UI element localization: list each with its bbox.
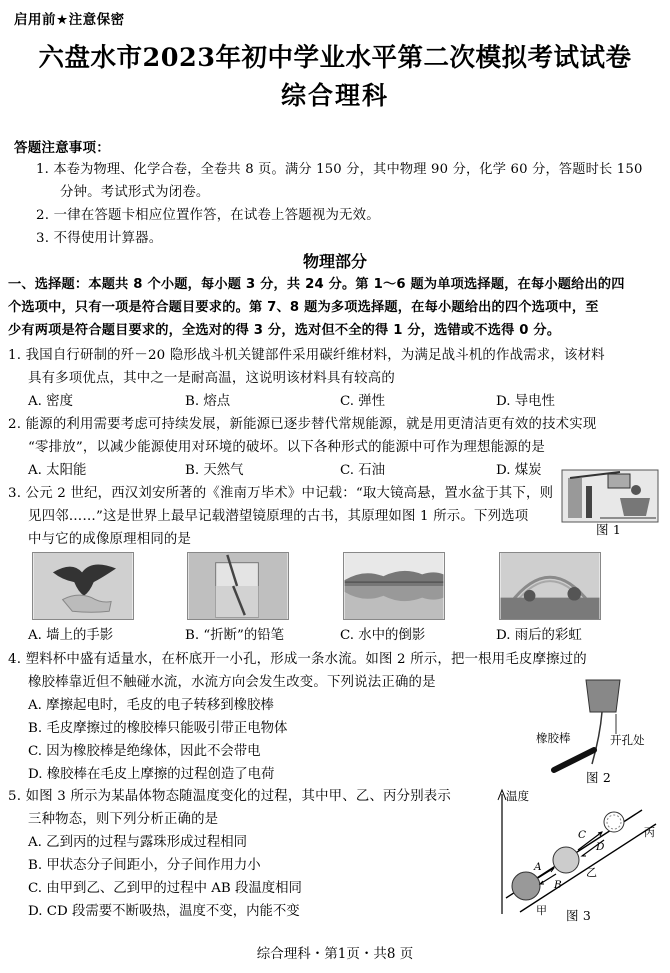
- q1-option-d[interactable]: D. 导电性: [496, 394, 555, 409]
- exam-title: 六盘水市2023年初中学业水平第二次模拟考试试卷: [38, 43, 632, 73]
- q5-stem-line2: 三种物态，则下列分析正确的是: [28, 812, 219, 827]
- figure-2-cup-and-rod: [532, 676, 658, 780]
- figure-3-point-d: D: [596, 841, 605, 853]
- q3-stem-line1: 3. 公元 2 世纪，西汉刘安所著的《淮南万毕术》中记载：“取大镜高悬，置水盆于其下，则: [8, 486, 554, 501]
- q2-stem-line1: 2. 能源的利用需要考虑可持续发展，新能源已逐步替代常规能源，就是用更清洁更有效的技术实现: [8, 417, 597, 432]
- q5-option-c[interactable]: C. 由甲到乙、乙到甲的过程中 AB 段温度相同: [28, 881, 302, 896]
- q3-option-c[interactable]: C. 水中的倒影: [340, 628, 426, 643]
- q4-option-d[interactable]: D. 橡胶棒在毛皮上摩擦的过程创造了电荷: [28, 767, 275, 782]
- part1-instructions-line1: 一、选择题：本题共 8 个小题，每小题 3 分，共 24 分。第 1～6 题为单项选择题，在每小题给出的四: [8, 277, 625, 292]
- hand-shadow-photo: [32, 552, 134, 620]
- figure-3-state-change-diagram: [494, 786, 662, 918]
- broken-pencil-photo: [187, 552, 289, 620]
- notice-item-1: 1. 本卷为物理、化学合卷，全卷共 8 页。满分 150 分，其中物理 90 分，化学 60 分，答题时长 150: [36, 162, 643, 177]
- q5-option-a[interactable]: A. 乙到丙的过程与露珠形成过程相同: [28, 835, 248, 850]
- figure-1-label: 图 1: [596, 522, 622, 537]
- q1-option-b[interactable]: B. 熔点: [185, 394, 231, 409]
- q1-stem-line2: 具有多项优点，其中之一是耐高温，这说明该材料具有较高的: [28, 371, 395, 386]
- figure-3-state-bing: 丙: [644, 826, 655, 839]
- q4-option-a[interactable]: A. 摩擦起电时，毛皮的电子转移到橡胶棒: [28, 698, 274, 713]
- q4-stem-line1: 4. 塑料杯中盛有适量水，在杯底开一小孔，形成一条水流。如图 2 所示，把一根用毛皮摩擦过的: [8, 652, 587, 667]
- rainbow-photo: [499, 552, 601, 620]
- q2-option-c[interactable]: C. 石油: [340, 463, 386, 478]
- q4-stem-line2: 橡胶棒靠近但不触碰水流，水流方向会发生改变。下列说法正确的是: [28, 675, 436, 690]
- q5-stem-line1: 5. 如图 3 所示为某晶体物态随温度变化的过程，其中甲、乙、丙分别表示: [8, 789, 451, 804]
- figure-2-label: 图 2: [586, 770, 612, 785]
- q1-option-c[interactable]: C. 弹性: [340, 394, 386, 409]
- notice-heading: 答题注意事项：: [14, 140, 110, 156]
- part1-instructions-line3: 少有两项是符合题目要求的，全选对的得 3 分，选对但不全的得 1 分，选错或不选得 0 分。: [8, 323, 561, 338]
- exam-subtitle: 综合理科: [280, 81, 389, 110]
- physics-section-title: 物理部分: [302, 252, 367, 271]
- figure-3-point-b: B: [554, 879, 562, 891]
- figure-3-point-a: A: [534, 861, 542, 873]
- q1-option-a[interactable]: A. 密度: [28, 394, 73, 409]
- q3-option-a[interactable]: A. 墙上的手影: [28, 628, 114, 643]
- q2-stem-line2: “零排放”，以减少能源使用对环境的破坏。以下各种形式的能源中可作为理想能源的是: [28, 440, 545, 455]
- water-reflection-photo: [343, 552, 445, 620]
- notice-item-2: 2. 一律在答题卡相应位置作答，在试卷上答题视为无效。: [36, 208, 380, 223]
- part1-instructions-line2: 个选项中，只有一项是符合题目要求的。第 7、8 题为多项选择题，在每小题给出的四个选项中，至: [8, 300, 599, 315]
- q5-option-b[interactable]: B. 甲状态分子间距小，分子间作用力小: [28, 858, 261, 873]
- q2-option-d[interactable]: D. 煤炭: [496, 463, 542, 478]
- q4-option-c[interactable]: C. 因为橡胶棒是绝缘体，因此不会带电: [28, 744, 261, 759]
- notice-item-3: 3. 不得使用计算器。: [36, 231, 163, 246]
- figure-3-state-yi: 乙: [586, 866, 597, 879]
- page-footer: 综合理科・第1页・共8 页: [256, 946, 414, 962]
- figure-3-point-c: C: [578, 829, 587, 841]
- figure-3-label: 图 3: [566, 908, 592, 923]
- figure-2-hole-label: 开孔处: [610, 733, 645, 747]
- q5-option-d[interactable]: D. CD 段需要不断吸热，温度不变，内能不变: [28, 904, 300, 919]
- q3-stem-line3: 中与它的成像原理相同的是: [28, 532, 192, 547]
- q4-option-b[interactable]: B. 毛皮摩擦过的橡胶棒只能吸引带正电物体: [28, 721, 288, 736]
- q1-stem-line1: 1. 我国自行研制的歼－20 隐形战斗机关键部件采用碳纤维材料，为满足战斗机的作战需求，该材料: [8, 348, 605, 363]
- figure-2-rod-label: 橡胶棒: [536, 731, 571, 745]
- figure-3-axis-label: 温度: [506, 789, 529, 803]
- q3-stem-line2: 见四邻……”这是世界上最早记载潜望镜原理的古书，其原理如图 1 所示。下列选项: [28, 509, 529, 524]
- figure-1-periscope-illustration: [560, 468, 660, 524]
- figure-3-state-jia: 甲: [536, 904, 547, 917]
- notice-item-1-cont: 分钟。考试形式为闭卷。: [60, 185, 210, 200]
- q3-option-b[interactable]: B. “折断”的铅笔: [185, 628, 284, 643]
- q2-option-a[interactable]: A. 太阳能: [28, 463, 87, 478]
- q3-option-d[interactable]: D. 雨后的彩虹: [496, 628, 582, 643]
- q2-option-b[interactable]: B. 天然气: [185, 463, 244, 478]
- confidential-tag: 启用前★注意保密: [14, 12, 125, 28]
